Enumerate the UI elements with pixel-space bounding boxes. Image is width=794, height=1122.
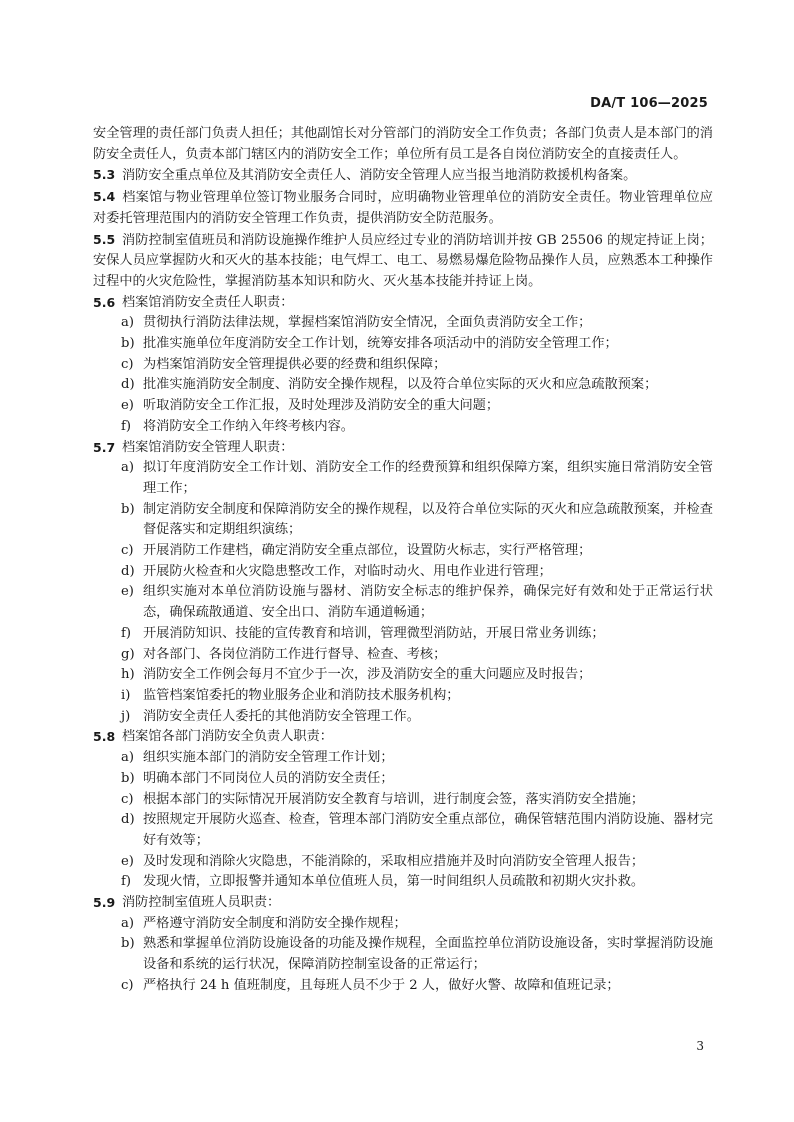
item-text: 将消防安全工作纳入年终考核内容。 [143,418,354,434]
clause-text: 消防安全重点单位及其消防安全责任人、消防安全管理人应当报当地消防救援机构备案。 [122,168,637,184]
list-item [93,914,713,935]
item-text: 制定消防安全制度和保障消防安全的操作规程，以及符合单位实际的灭火和应急疏散预案，并检查督促落实和定期组织演练； [143,501,713,538]
item-text: 及时发现和消除火灾隐患，不能消除的，采取相应措施并及时向消防安全管理人报告； [143,853,645,869]
item-marker: c) [121,543,134,559]
item-text: 严格遵守消防安全制度和消防安全操作规程； [143,915,407,931]
clause-number: 5.4 [93,189,116,205]
item-marker: e) [121,398,134,414]
item-marker: c) [121,356,134,372]
clause-5-3 [93,165,713,187]
item-text: 对各部门、各岗位消防工作进行督导、检查、考核； [143,646,447,662]
clause-text: 档案馆各部门消防安全负责人职责： [122,729,333,745]
list-item [93,934,713,975]
item-marker: i) [121,687,131,703]
list-item [93,976,713,997]
item-marker: b) [121,501,135,517]
item-marker: e) [121,584,134,600]
item-marker: h) [121,667,135,683]
intro-paragraph: 安全管理的责任部门负责人担任；其他副馆长对分管部门的消防安全工作负责；各部门负责人是本部门的消防安全责任人，负责本部门辖区内的消防安全工作；单位所有员工是各自岗位消防安全的直接责任人。 [93,126,713,162]
item-text: 组织实施本部门的消防安全管理工作计划； [143,750,394,766]
item-text: 拟订年度消防安全工作计划、消防安全工作的经费预算和组织保障方案，组织实施日常消防安全管理工作； [143,460,713,496]
item-marker: b) [121,336,135,352]
list-item [93,562,713,583]
list-item [93,624,713,645]
body-content [93,124,713,997]
list-item [93,852,713,873]
item-text: 按照规定开展防火巡查、检查，管理本部门消防安全重点部位，确保管辖范围内消防设施、器材完好有效等； [143,812,713,848]
item-marker: d) [121,377,135,393]
list-item [93,707,713,728]
clause-number: 5.6 [93,294,116,310]
list-item [93,417,713,438]
item-text: 开展防火检查和火灾隐患整改工作，对临时动火、用电作业进行管理； [143,563,552,579]
item-text: 听取消防安全工作汇报，及时处理涉及消防安全的重大问题； [143,398,500,414]
list-item [93,790,713,811]
clause-text: 消防控制室值班人员职责： [122,895,281,911]
list-item [93,500,713,541]
list-item [93,458,713,499]
item-text: 熟悉和掌握单位消防设施设备的功能及操作规程，全面监控单位消防设施设备，实时掌握消防设施设备和系统的运行状况，保障消防控制室设备的正常运行； [143,936,713,973]
list-item [93,355,713,376]
clause-5-8 [93,727,713,748]
clause-text: 档案馆消防安全管理人职责： [122,439,294,455]
page-number: 3 [696,1039,704,1053]
item-marker: f) [121,418,132,434]
clause-number: 5.7 [93,439,116,455]
clause-number: 5.3 [93,167,116,183]
clause-number: 5.5 [93,231,116,247]
clause-number: 5.8 [93,729,116,745]
item-marker: f) [121,874,132,890]
item-text: 批准实施单位年度消防安全工作计划，统筹安排各项活动中的消防安全管理工作； [143,336,618,352]
clause-5-6 [93,293,713,314]
list-item [93,872,713,893]
list-item [93,665,713,686]
list-item [93,748,713,769]
clause-text: 消防控制室值班员和消防设施操作维护人员应经过专业的消防培训并按 GB 25506 的规定持证上岗；安保人员应掌握防火和灭火的基本技能；电气焊工、电工、易燃易爆危险物品操作人员，应熟悉本工种操作过程中的火灾危险性，掌握消防基本知识和防火、灭火基本技能并持证上岗。 [93,232,713,289]
list-item [93,645,713,666]
item-text: 贯彻执行消防法律法规，掌握档案馆消防安全情况，全面负责消防安全工作； [143,315,592,331]
item-marker: d) [121,563,135,579]
item-marker: g) [121,646,135,662]
list-item [93,396,713,417]
item-marker: a) [121,750,135,766]
standard-code: DA/T 106—2025 [590,96,708,111]
item-marker: c) [121,791,134,807]
item-text: 严格执行 24 h 值班制度，且每班人员不少于 2 人，做好火警、故障和值班记录； [143,977,620,993]
list-item [93,810,713,851]
item-marker: b) [121,770,135,786]
clause-text: 档案馆与物业管理单位签订物业服务合同时，应明确物业管理单位的消防安全责任。物业管理单位应对委托管理范围内的消防安全管理工作负责，提供消防安全防范服务。 [93,190,713,226]
item-text: 发现火情，立即报警并通知本单位值班人员，第一时间组织人员疏散和初期火灾扑救。 [143,874,645,890]
item-marker: a) [121,915,135,931]
item-marker: c) [121,977,134,993]
item-marker: b) [121,936,135,952]
list-item [93,334,713,355]
item-marker: j) [121,708,131,724]
item-text: 为档案馆消防安全管理提供必要的经费和组织保障； [143,356,447,372]
item-text: 消防安全工作例会每月不宜少于一次，涉及消防安全的重大问题应及时报告； [143,667,592,683]
item-text: 开展消防工作建档，确定消防安全重点部位，设置防火标志，实行严格管理； [143,543,592,559]
item-text: 组织实施对本单位消防设施与器材、消防安全标志的维护保养，确保完好有效和处于正常运行状态，确保疏散通道、安全出口、消防车通道畅通； [143,584,713,621]
item-marker: f) [121,625,132,641]
list-item [93,375,713,396]
item-marker: d) [121,812,135,828]
clause-text: 档案馆消防安全责任人职责： [122,294,294,310]
clause-5-7 [93,438,713,459]
list-item [93,541,713,562]
list-item [93,313,713,334]
item-marker: a) [121,315,135,331]
item-marker: e) [121,853,134,869]
item-text: 批准实施消防安全制度、消防安全操作规程，以及符合单位实际的灭火和应急疏散预案； [143,377,658,393]
clause-5-5 [93,230,713,293]
item-text: 监管档案馆委托的物业服务企业和消防技术服务机构； [143,687,460,703]
list-item [93,686,713,707]
item-text: 消防安全责任人委托的其他消防安全管理工作。 [143,708,420,724]
clause-5-4 [93,187,713,229]
clause-number: 5.9 [93,895,116,911]
list-item [93,582,713,623]
item-text: 根据本部门的实际情况开展消防安全教育与培训，进行制度会签，落实消防安全措施； [143,791,645,807]
item-text: 明确本部门不同岗位人员的消防安全责任； [143,770,394,786]
clause-5-9 [93,893,713,914]
item-marker: a) [121,460,135,476]
item-text: 开展消防知识、技能的宣传教育和培训，管理微型消防站，开展日常业务训练； [143,625,605,641]
list-item [93,769,713,790]
